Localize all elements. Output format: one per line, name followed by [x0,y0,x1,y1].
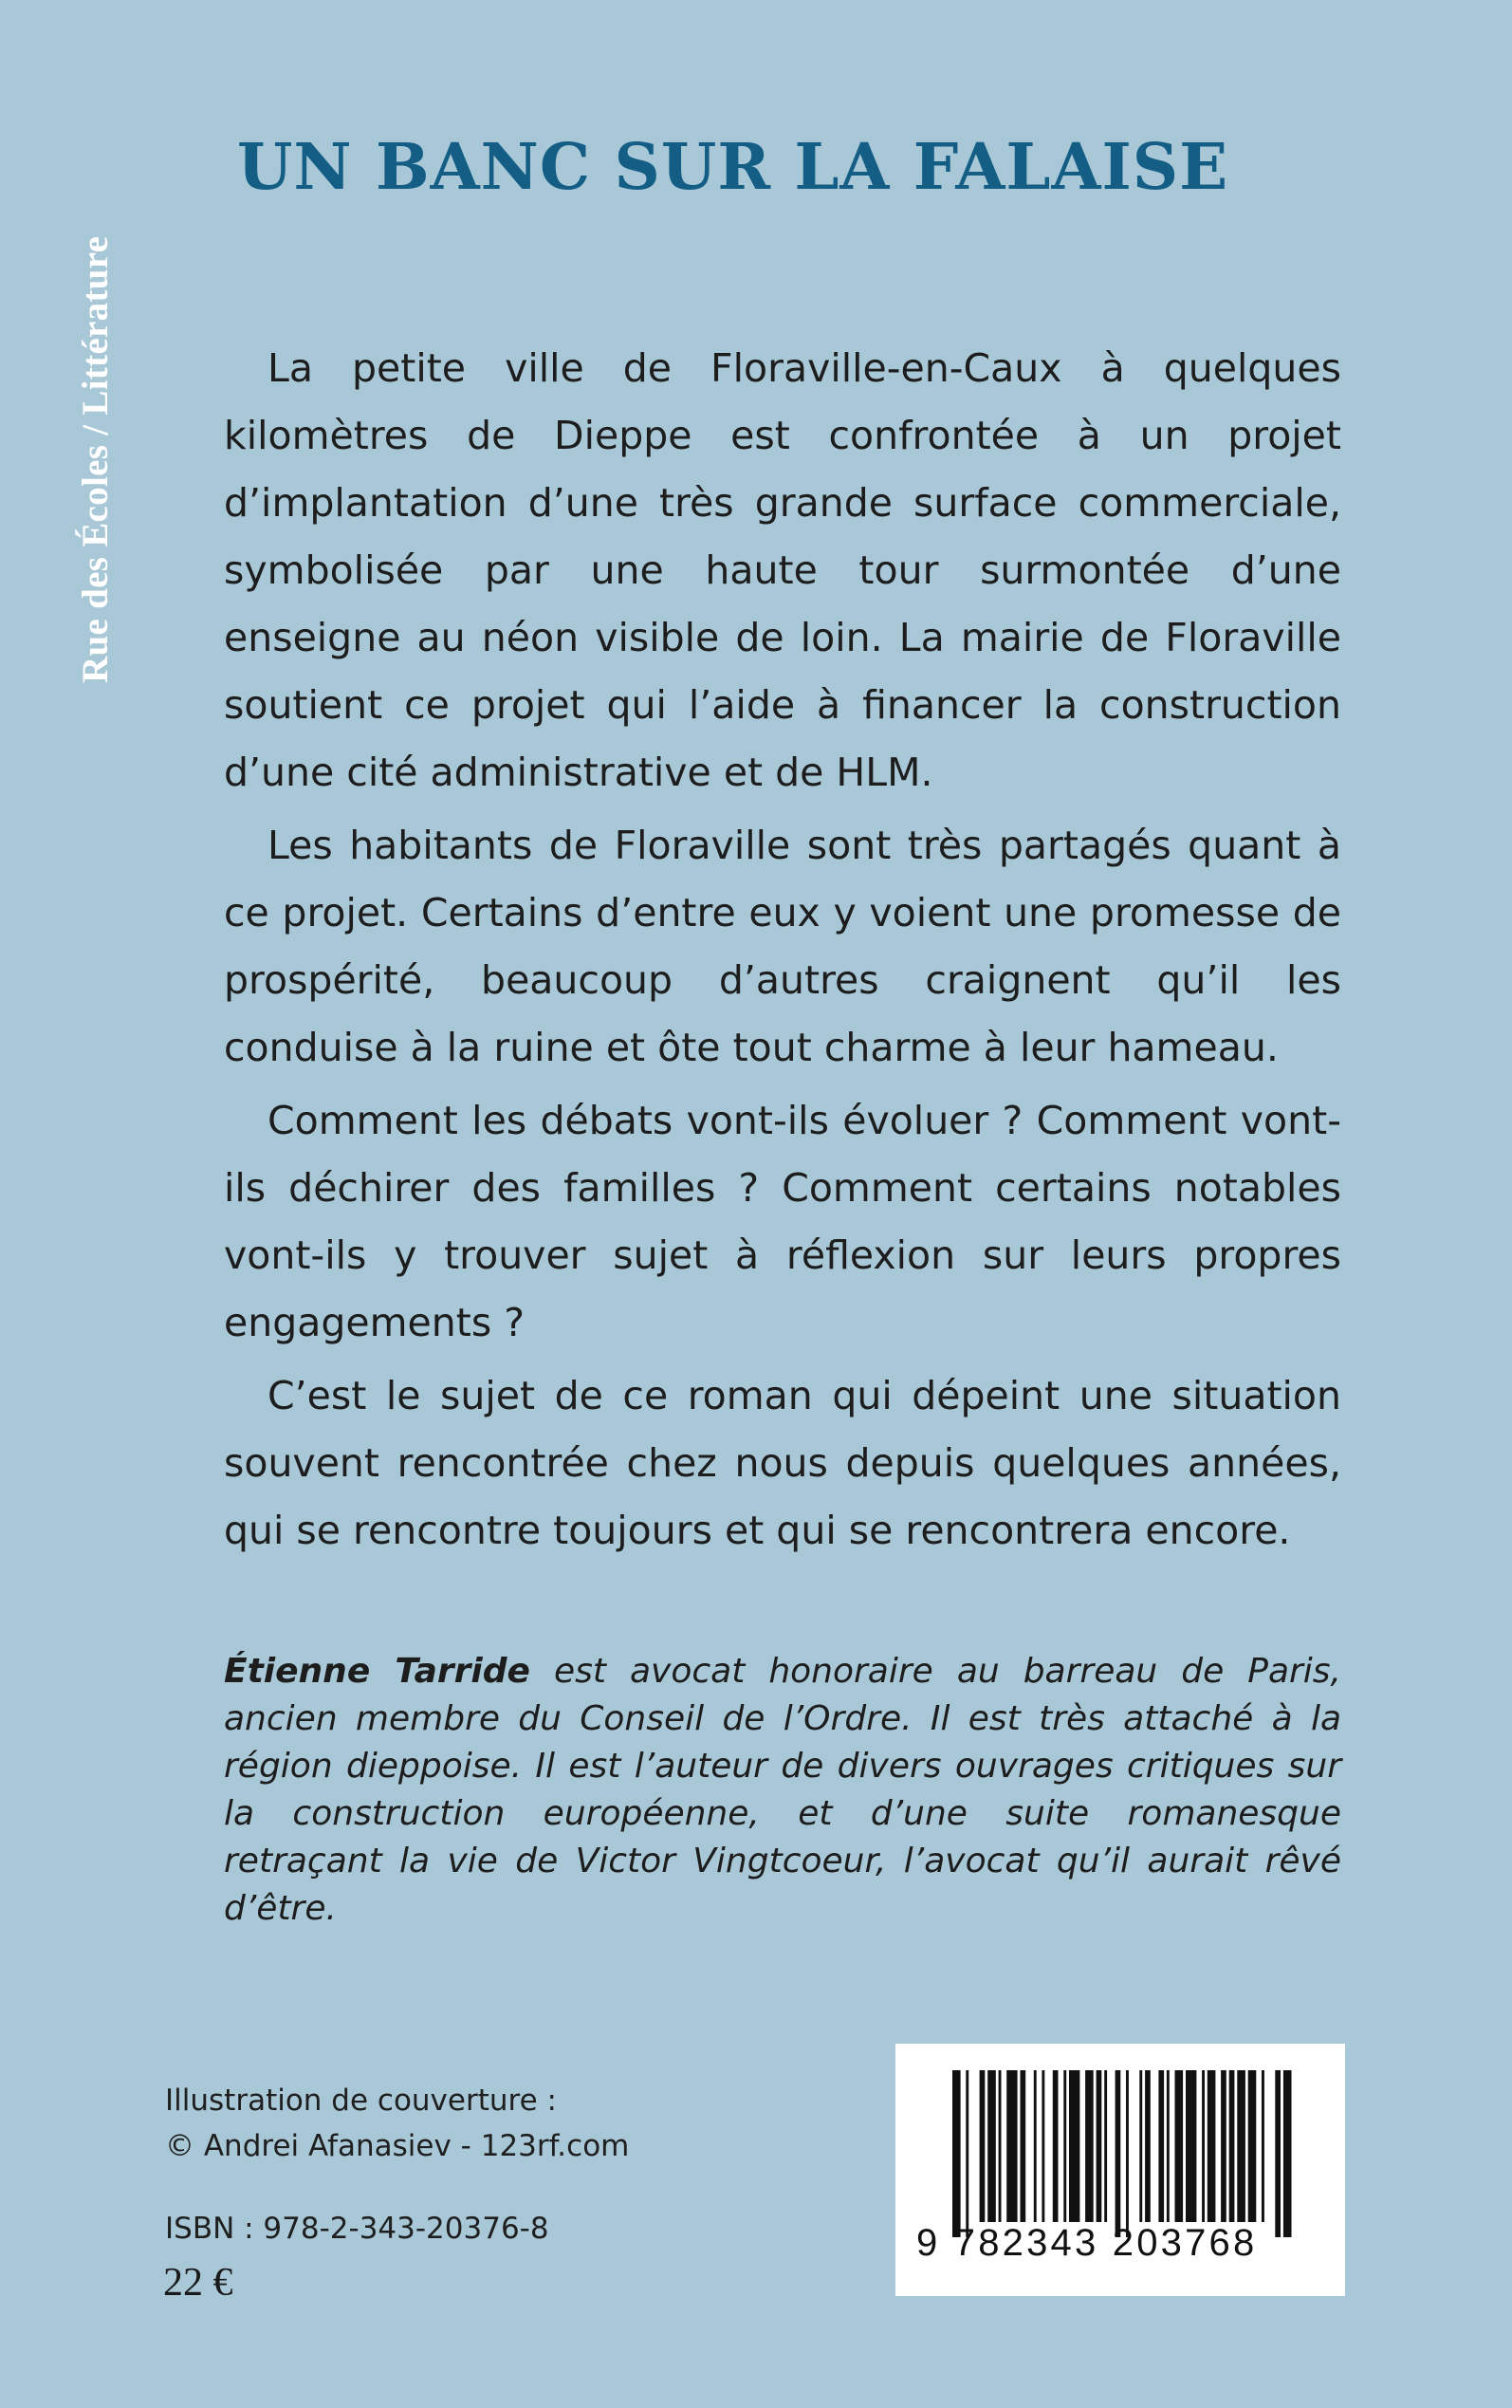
barcode-bar [1202,2070,1205,2222]
isbn-number: ISBN : 978-2-343-20376-8 [165,2212,549,2246]
barcode-bar [1063,2070,1066,2222]
barcode-bar [952,2070,961,2237]
barcode-bar [1229,2070,1235,2222]
barcode-bar [1116,2070,1121,2237]
barcode-bar [1006,2070,1017,2222]
barcode-bar [1175,2070,1184,2222]
barcode-bar [1053,2070,1059,2222]
barcode-bar [1167,2070,1170,2222]
barcode [895,2044,1345,2296]
author-biography [224,1648,1341,1933]
barcode-bar [1283,2070,1292,2237]
barcode-bar [1021,2070,1026,2222]
barcode-bar [1237,2070,1245,2222]
barcode-bar [980,2070,986,2222]
barcode-bar [1042,2070,1044,2222]
barcode-bar [1221,2070,1226,2222]
summary-paragraph: Comment les débats vont-ils évoluer ? Comment vont-ils déchirer des familles ? Comment certains notables vont-ils y trouver sujet à réflexion sur leurs propres engagements ? [224,1098,1341,1345]
barcode-digits: 9 782343 203768 [916,2222,1258,2264]
barcode-bar [1126,2070,1129,2237]
barcode-bar [1275,2070,1281,2237]
barcode-bar [999,2070,1002,2222]
summary-paragraph: Les habitants de Floraville sont très partagés quant à ce projet. Certains d’entre eux y voient une promesse de prospérité, beaucoup d’autres craignent qu’il les conduise à la ruine et ôte tout charme à leur hameau. [224,823,1341,1070]
barcode-bar [966,2070,968,2237]
barcode-bar [1139,2070,1142,2222]
author-name: Étienne Tarride [224,1652,530,1691]
summary-paragraph: C’est le sujet de ce roman qui dépeint une situation souvent rencontrée chez nous depuis quelques années, qui se rencontre toujours et qui se rencontrera encore. [224,1373,1341,1553]
summary-paragraph: La petite ville de Floraville-en-Caux à quelques kilomètres de Dieppe est confrontée à un projet d’implantation d’une très grande surface commerciale, symbolisée par une haute tour surmontée d’une enseigne au néon visible de loin. La mairie de Floraville soutient ce projet qui l’aide à financer la construction d’une cité administrative et de HLM. [224,345,1341,795]
credits-source: © Andrei Afanasiev - 123rf.com [165,2129,630,2163]
barcode-bar [1069,2070,1079,2222]
book-summary [224,335,1341,1570]
barcode-bar [1158,2070,1164,2222]
barcode-bar [1208,2070,1216,2222]
illustration-credits [165,2078,629,2169]
credits-label: Illustration de couverture : [165,2084,557,2118]
book-title: UN BANC SUR LA FALAISE [237,129,1229,204]
price-label: 22 € [163,2261,233,2305]
barcode-bar [987,2070,996,2222]
barcode-bar [1034,2070,1037,2222]
spine-collection-label [34,104,148,693]
barcode-bar [1097,2070,1102,2222]
barcode-bar [1145,2070,1151,2222]
barcode-bar [1186,2070,1196,2222]
author-bio-text: est avocat honoraire au barreau de Paris, ancien membre du Conseil de l’Ordre. Il est très attaché à la région dieppoise. Il est l’auteur de divers ouvrages critiques sur la construction européenne, et d’une suite romanesque retraçant la vie de Victor Vingtcoeur, l’avocat qu’il aurait rêvé d’être. [224,1652,1341,1928]
barcode-bar [1248,2070,1257,2222]
barcode-bar [1085,2070,1094,2222]
barcode-bar [1104,2070,1107,2222]
collection-name: Rue des Écoles / Littérature [75,235,116,683]
barcode-bar [1262,2070,1264,2222]
